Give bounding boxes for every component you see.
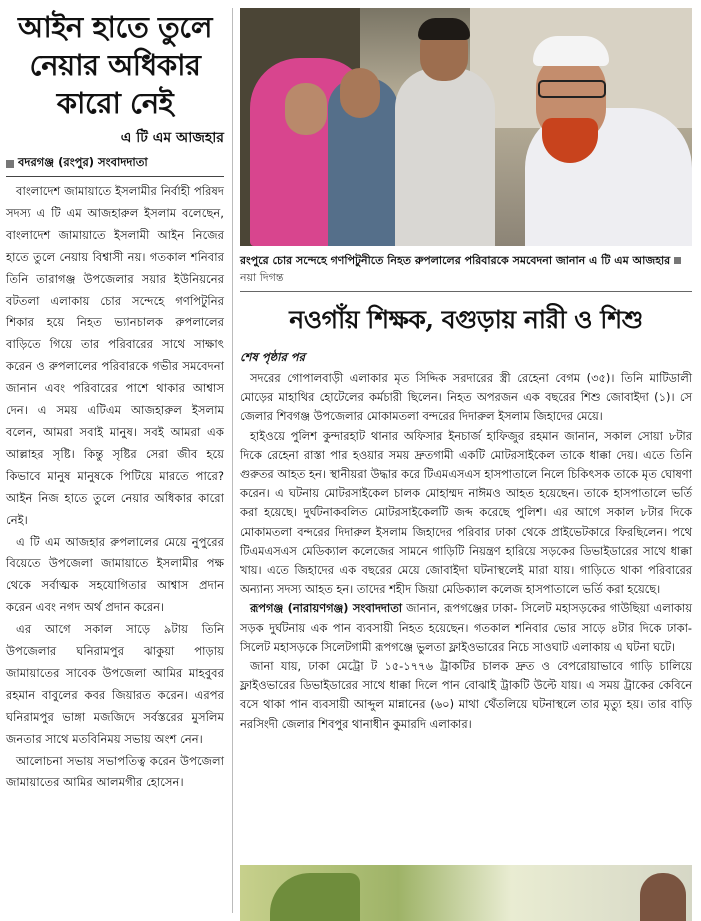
paragraph: সদরের গোপালবাড়ী এলাকার মৃত সিদ্দিক সরদারের স্ত্রী রেহেনা বেগম (৩৫)। তিনি মাটিডালী মোড়ের মাহাথির হোটেলের কর্মচারী ছিলেন। নিহত অপরজন এক বছরের শিশু জোবাইদা (১)। সে জেলার শিবগঞ্জ উপজেলার মোকামতলা বন্দরের দিদারুল ইসলাম জিহাদের মেয়ে।	[240, 371, 692, 424]
paragraph-text: জানান, রূপগঞ্জের ঢাকা- সিলেট মহাসড়কের গাউছিয়া এলাকায় সড়ক দুর্ঘটনায় এক পান ব্যবসায়ী নিহত হয়েছেন। গতকাল শনিবার ভোর সাড়ে ৪টার দিকে ঢাকা-সিলেট মহাসড়কে সিলেটগামী রূপগঞ্জে ভুলতা ফ্লাইওভারের নিচে সাওঘাট এলাকায় এ ঘটনা ঘটে।	[240, 601, 692, 654]
bullet-square-icon	[6, 160, 14, 168]
paragraph: হাইওয়ে পুলিশ কুন্দারহাট থানার অফিসার ইনচার্জ হাফিজুর রহমান জানান, সকাল সোয়া ৮টার দিকে রেহেনা রাস্তা পার হওয়ার সময় দ্রুতগামী একটি মোটরসাইকেল তাকে ধাক্কা দেয়। এতে তিনি গুরুতর আহত হন। স্থানীয়রা উদ্ধার করে টিএমএসএস হাসপাতালে নিলে চিকিৎসক তাকে মৃত ঘোষণা করেন। এ ঘটনায় মোটরসাইকেল চালক মোহাম্মদ নাঈমও আহত হয়েছেন। তাকে হাসপাতালে ভর্তি করা হয়েছে। দুর্ঘটনাকবলিত মোটরসাইকেলটি জব্দ করেছে পুলিশ। এর আগে সকাল ৮টার দিকে মোকামতলা বন্দরের দিদারুল ইসলাম জিহাদের পরিবার ঢাকা থেকে প্রাইভেটকারে ফিরছিলেন। পথে টিএমএসএস মেডিক্যাল কলেজের সামনে গাড়িটি নিয়ন্ত্রণ হারিয়ে সড়কের ডিভাইডারের সাথে ধাক্কা খায়। এতে জিহাদের এক বছরের মেয়ে জোবাইদা ঘটনাস্থলেই মারা যায়। গাড়িতে থাকা পরিবারের অন্যান্য সদস্য আহত হন। তাদের শহীদ জিয়া মেডিক্যাল কলেজ হাসপাতালে ভর্তি করা হয়েছে।	[240, 428, 692, 597]
left-article-body	[6, 181, 224, 794]
paragraph: এ টি এম আজহার রুপলালের মেয়ে নুপুরের বিয়েতে উপজেলা জামায়াতে ইসলামীর পক্ষ থেকে সর্বাত্মক সহযোগিতার আশ্বাস প্রদান করেন এবং নগদ অর্থ প্রদান করেন।	[6, 534, 224, 615]
dateline-rupganj: রূপগঞ্জ (নারায়ণগঞ্জ) সংবাদদাতা	[250, 601, 403, 616]
paragraph: জানা যায়, ঢাকা মেট্রো ট ১৫-১৭৭৬ ট্রাকটির চালক দ্রুত ও বেপরোয়াভাবে গাড়ি চালিয়ে ফ্লাইওভারের ডিভাইডারের সাথে ধাক্কা দিলে পান বোঝাই ট্রাকটি উল্টে যায়। এ সময় ট্রাকের কেবিনে বসে থাকা পান ব্যবসায়ী আব্দুল মান্নানের (৬০) মাথা থেঁতলিয়ে ঘটনাস্থলে তার মৃত্যু হয়। তার বাড়ি নরসিংদী জেলার শিবপুর থানাধীন কুমারদি এলাকার।	[240, 659, 692, 731]
left-article	[6, 8, 224, 794]
right-article-body	[240, 369, 692, 734]
dateline	[6, 154, 224, 173]
column-divider	[232, 8, 233, 913]
caption-text: রংপুরে চোর সন্দেহে গণপিটুনীতে নিহত রুপলালের পরিবারকে সমবেদনা জানান এ টি এম আজহার	[240, 254, 671, 267]
dateline-text: বদরগঞ্জ (রংপুর) সংবাদদাতা	[18, 155, 148, 169]
author-name: এ টি এম আজহার	[120, 130, 224, 146]
right-headline: নওগাঁয় শিক্ষক, বগুড়ায় নারী ও শিশু	[289, 305, 643, 334]
continued-label: শেষ পৃষ্ঠার পর	[240, 350, 305, 364]
bullet-square-icon	[674, 257, 681, 264]
paragraph: বাংলাদেশ জামায়াতে ইসলামীর নির্বাহী পরিষদ সদস্য এ টি এম আজহারুল ইসলাম বলেছেন, বাংলাদেশ জামায়াতে ইসলামী আইন নিজের হাতে তুলে নেয়ায় বিশ্বাসী নয়। গতকাল শনিবার তিনি তারাগঞ্জ উপজেলার সয়ার ইউনিয়নের বটতলা এলাকায় চোর সন্দেহে গণপিটুনির শিকার হয়ে নিহত ভ্যানচালক রুপলালের বাড়িতে গিয়ে তার পরিবারের সাথে সাক্ষাৎ করেন ও রুপলালের পরিবারকে গভীর সমবেদনা জানান এবং পরিবারের পাশে থাকার আশ্বাস দেন। এ সময় এটিএম আজহারুল ইসলাম বলেন, আমরা সবাই মানুষ। সবই আমরা এক আল্লাহর সৃষ্টি। কিন্তু সৃষ্টির সেরা জীব হয়ে কিভাবে মানুষ মানুষকে পিটিয়ে মারতে পারে? আইন নিজ হাতে তুলে নেয়ার অধিকার কারো নেই।	[6, 184, 224, 527]
divider	[6, 176, 224, 177]
right-column	[240, 8, 692, 734]
news-photo	[240, 8, 692, 246]
left-headline: আইন হাতে তুলে নেয়ার অধিকার কারো নেই	[18, 10, 212, 120]
paragraph: এর আগে সকাল সাড়ে ৯টায় তিনি উপজেলার ঘনিরামপুর ঝাকুয়া পাড়ায় জামায়াতের সাবেক উপজেলা আমির মাহবুবর রহমান বাবুলের কবর জিয়ারত করেন। এরপর ঘনিরামপুর ভাঙ্গা মজজিদে সর্বস্তরের মুসলিম জনতার সাথে মতবিনিময় সভায় অংশ নেন।	[6, 622, 224, 746]
paragraph: আলোচনা সভায় সভাপতিত্ব করেন উপজেলা জামায়াতের আমির আলমগীর হোসেন।	[6, 753, 224, 790]
divider	[240, 291, 692, 292]
bottom-photo	[240, 865, 692, 921]
paragraph	[240, 599, 692, 657]
caption-source: নয়া দিগন্ত	[240, 271, 284, 284]
photo-caption	[240, 252, 692, 286]
